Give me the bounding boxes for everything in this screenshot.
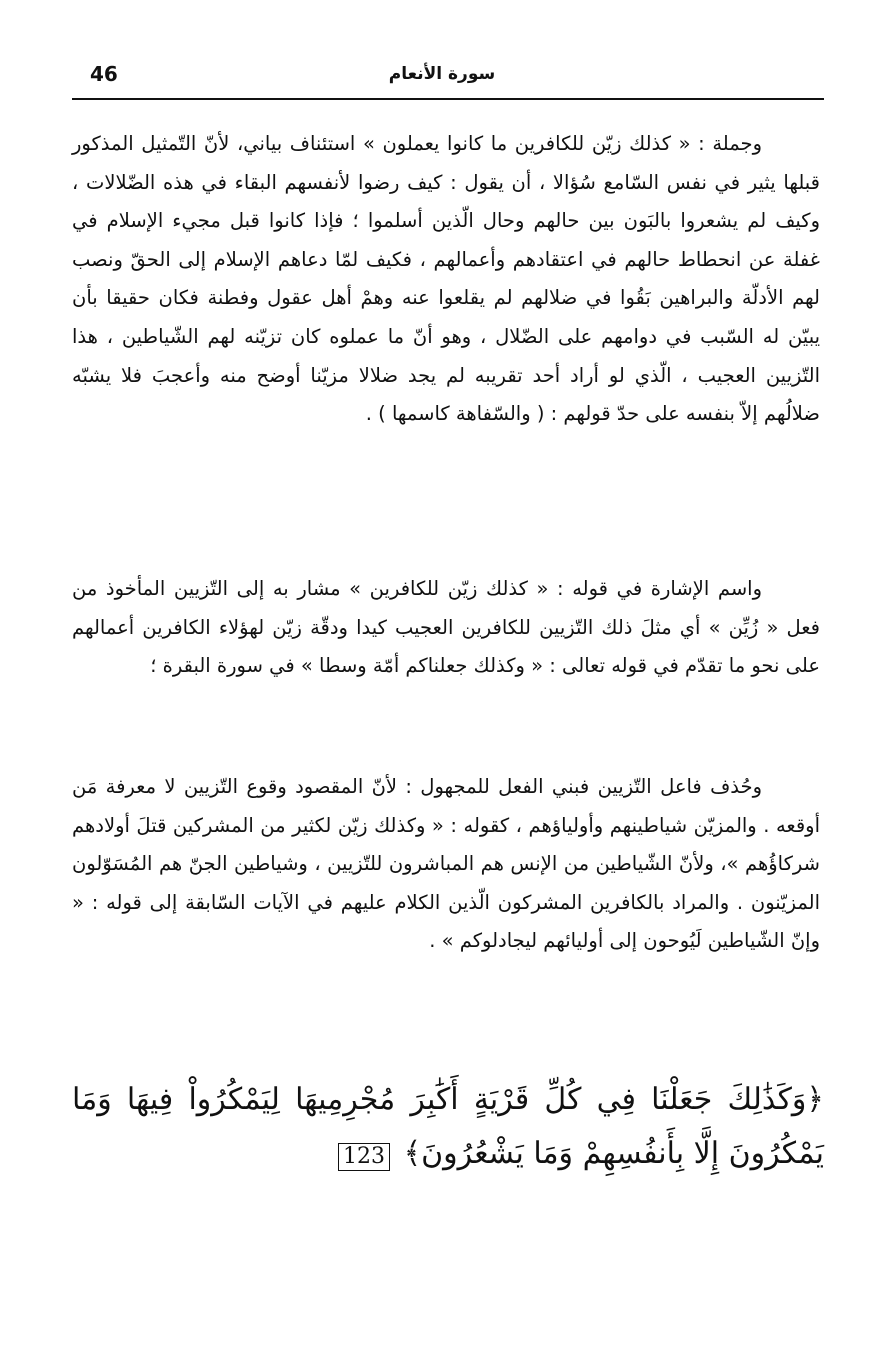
page-number: 46 [90,62,118,86]
quran-verse [72,1073,824,1181]
page-header [72,60,824,100]
paragraph-3: وحُذف فاعل التّزيين فبني الفعل للمجهول : لأنّ المقصود وقوع التّزيين لا معرفة مَن أوقعه . والمزيّن شياطينهم وأولياؤهم ، كقوله : « وكذلك زيّن لكثير من المشركين قتلَ أولادهم شركاؤُهم »، ولأنّ الشّياطين من الإنس هم المباشرون للتّزيين ، وشياطين الجنّ هم المُسَوّلون المزيّنون . والمراد بالكافرين المشركون الّذين الكلام عليهم في الآيات السّابقة إلى قوله : « وإنّ الشّياطين لَيُوحون إلى أوليائهم ليجادلوكم » . [72,775,820,953]
paragraph-2: واسم الإشارة في قوله : « كذلك زيّن للكافرين » مشار به إلى التّزيين المأخوذ من فعل « زُيِّن » أي مثلَ ذلك التّزيين للكافرين العجيب كيدا ودقّة زيّن لهؤلاء الكافرين أعمالهم على نحو ما تقدّم في قوله تعالى : « وكذلك جعلناكم أمّة وسطا » في سورة البقرة ؛ [72,577,820,678]
running-title: سورة الأنعام [388,64,496,84]
paragraph-1: وجملة : « كذلك زيّن للكافرين ما كانوا يعملون » استئناف بياني، لأنّ التّمثيل المذكور قبلها يثير في نفس السّامع سُؤالا ، أن يقول : كيف رضوا لأنفسهم البقاء في هذه الضّلالات ، وكيف لم يشعروا بالبَون بين حالهم وحال الّذين أسلموا ؛ فإذا كانوا قبل مجيء الإسلام في غفلة عن انحطاط حالهم في اعتقادهم وأعمالهم ، فكيف لمّا دعاهم الإسلام إلى الحقّ ونصب لهم الأدلّة والبراهين بَقُوا في ضلالهم لم يقلعوا عنه وهمْ أهل عقول وفطنة فكان حقيقا بأن يبيّن له السّبب في دوامهم على الضّلال ، وهو أنّ ما عملوه كان تزيّنه لهم الشّياطين ، هذا التّزيين العجيب ، الّذي لو أراد أحد تقريبه لم يجد ضلالا مزيّنا أوضح منه وأعجبَ فلا يشبّه ضلالُهم إلاّ بنفسه على حدّ قولهم : ( والسّفاهة كاسمها ) . [72,132,820,426]
verse-text: ﴿وَكَذَٰلِكَ جَعَلْنَا فِي كُلِّ قَرْيَةٍ أَكَٰبِرَ مُجْرِمِيهَا لِيَمْكُرُواْ فِيهَا وَمَا يَمْكُرُونَ إِلَّا بِأَنفُسِهِمْ وَمَا يَشْعُرُونَ﴾ [72,1082,824,1171]
verse-number: 123 [338,1143,390,1171]
